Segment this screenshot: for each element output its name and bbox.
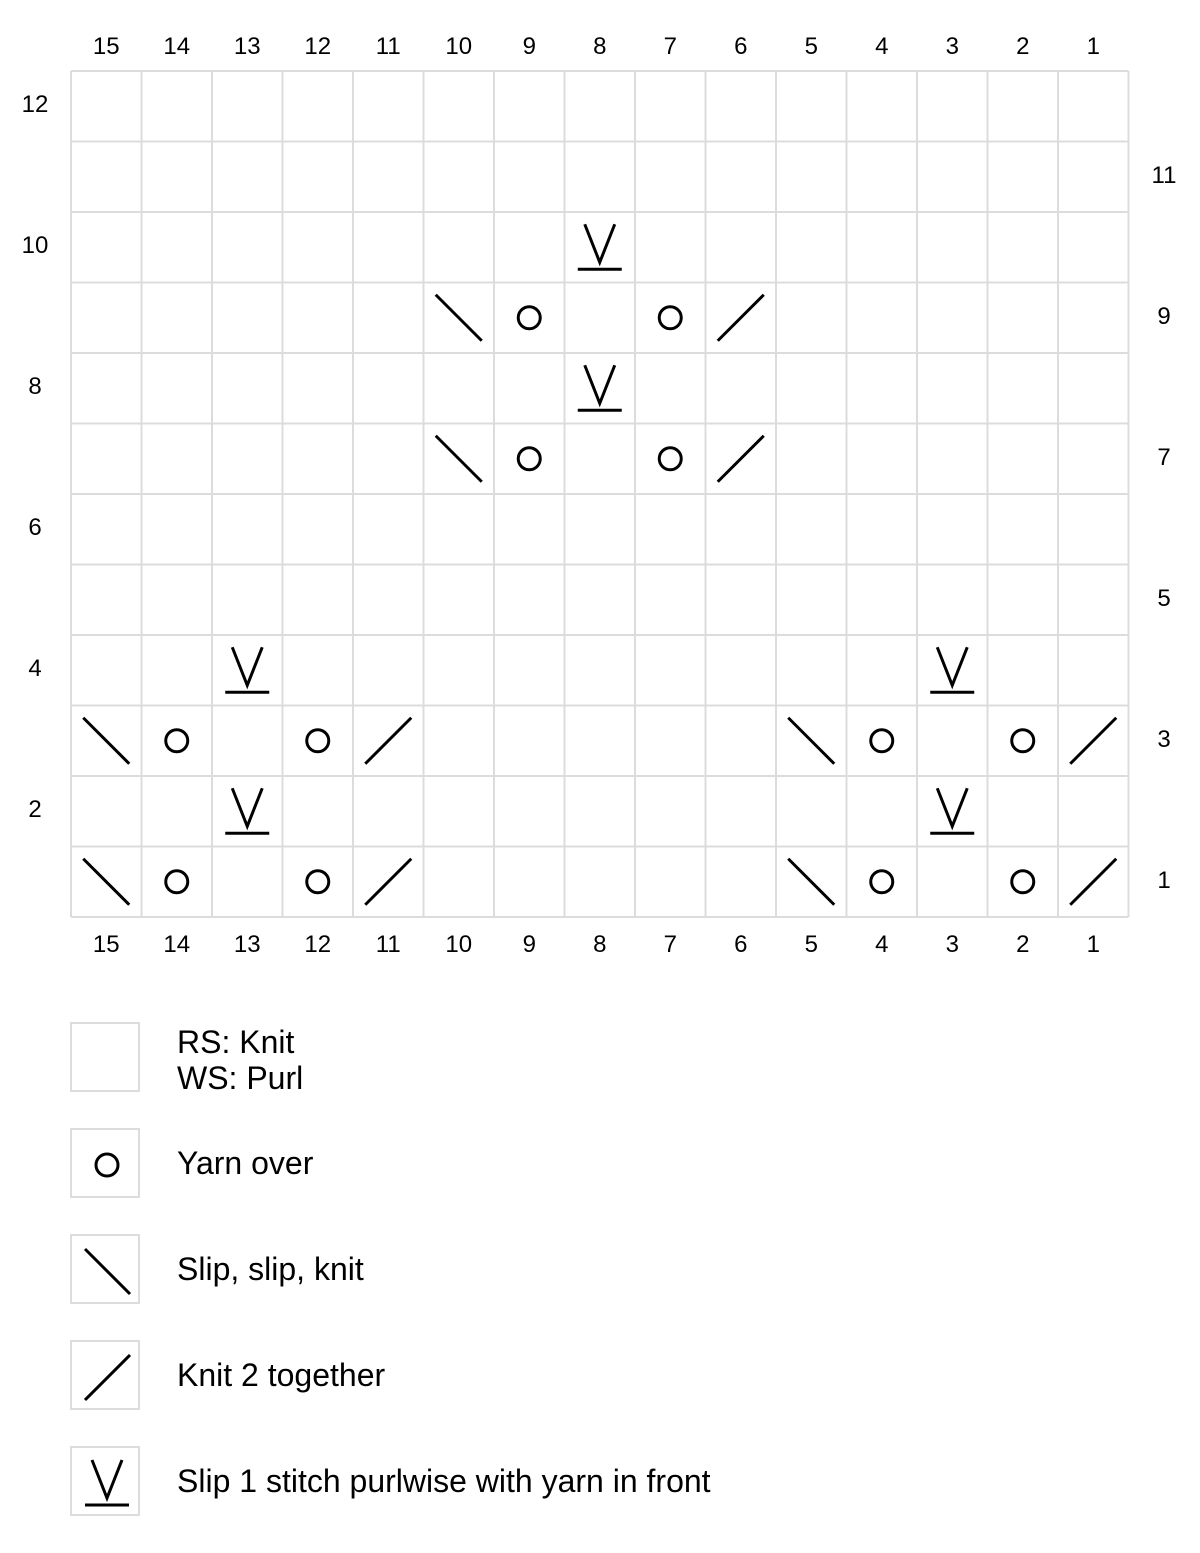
row-number-left: 10 xyxy=(21,232,49,260)
row-number-right: 1 xyxy=(1157,866,1171,894)
slip-wyif-icon xyxy=(930,647,974,692)
yarn-over-icon xyxy=(871,730,893,752)
row-number-left: 2 xyxy=(28,796,42,824)
column-number-top: 4 xyxy=(875,33,889,60)
slip-wyif-icon xyxy=(225,647,269,692)
column-number-top: 2 xyxy=(1016,33,1030,60)
column-number-top: 14 xyxy=(163,33,191,60)
legend-label-knit-ws: WS: Purl xyxy=(177,1060,304,1096)
ssk-icon xyxy=(83,859,129,905)
k2tog-icon xyxy=(1070,718,1116,764)
yarn-over-icon xyxy=(518,307,540,329)
column-number-bottom: 15 xyxy=(92,931,120,958)
row-number-right: 3 xyxy=(1157,725,1171,753)
column-number-top: 12 xyxy=(304,33,332,60)
legend-label-ssk: Slip, slip, knit xyxy=(177,1251,364,1287)
legend-label-yo: Yarn over xyxy=(177,1145,314,1181)
column-number-top: 3 xyxy=(945,33,959,60)
column-number-top: 13 xyxy=(233,33,261,60)
yarn-over-icon xyxy=(659,448,681,470)
slip-wyif-icon xyxy=(578,224,622,269)
row-number-right: 7 xyxy=(1157,443,1171,471)
ssk-icon xyxy=(436,295,482,341)
row-number-left: 6 xyxy=(28,514,42,542)
yarn-over-icon xyxy=(1012,871,1034,893)
column-number-top: 7 xyxy=(663,33,677,60)
ssk-icon xyxy=(83,718,129,764)
column-number-bottom: 5 xyxy=(804,931,818,958)
yarn-over-icon xyxy=(307,871,329,893)
column-number-top: 15 xyxy=(92,33,120,60)
column-number-bottom: 8 xyxy=(593,931,607,958)
yarn-over-icon xyxy=(166,730,188,752)
k2tog-icon xyxy=(365,859,411,905)
yarn-over-icon xyxy=(166,871,188,893)
column-number-top: 8 xyxy=(593,33,607,60)
ssk-icon xyxy=(788,718,834,764)
column-number-top: 11 xyxy=(375,33,401,60)
legend-label-knit xyxy=(177,1024,303,1096)
column-number-bottom: 3 xyxy=(945,931,959,958)
row-number-left: 4 xyxy=(28,655,42,683)
k2tog-icon xyxy=(70,1340,140,1410)
k2tog-icon xyxy=(365,718,411,764)
k2tog-icon xyxy=(718,436,764,482)
row-number-right: 11 xyxy=(1151,161,1177,189)
column-number-top: 5 xyxy=(804,33,818,60)
slip-wyif-icon xyxy=(70,1446,140,1516)
yarn-over-icon xyxy=(70,1128,140,1198)
column-number-bottom: 7 xyxy=(663,931,677,958)
knit-purl-icon xyxy=(70,1022,140,1092)
legend-label-k2tog: Knit 2 together xyxy=(177,1357,386,1393)
column-number-bottom: 13 xyxy=(233,931,261,958)
column-number-bottom: 2 xyxy=(1016,931,1030,958)
column-number-bottom: 4 xyxy=(875,931,889,958)
column-number-top: 6 xyxy=(734,33,748,60)
column-number-top: 10 xyxy=(445,33,473,60)
legend-label-slip: Slip 1 stitch purlwise with yarn in front xyxy=(177,1463,711,1499)
row-number-right: 5 xyxy=(1157,584,1171,612)
legend-label-knit-rs: RS: Knit xyxy=(177,1024,295,1060)
column-number-bottom: 12 xyxy=(304,931,332,958)
row-number-left: 12 xyxy=(21,91,49,119)
column-number-bottom: 9 xyxy=(522,931,536,958)
row-number-right: 9 xyxy=(1157,302,1171,330)
ssk-icon xyxy=(436,436,482,482)
yarn-over-icon xyxy=(871,871,893,893)
column-number-bottom: 1 xyxy=(1086,931,1100,958)
column-number-top: 9 xyxy=(522,33,536,60)
column-number-bottom: 6 xyxy=(734,931,748,958)
slip-wyif-icon xyxy=(578,365,622,410)
column-number-bottom: 11 xyxy=(375,931,401,958)
yarn-over-icon xyxy=(518,448,540,470)
column-number-top: 1 xyxy=(1086,33,1100,60)
yarn-over-icon xyxy=(307,730,329,752)
column-number-bottom: 10 xyxy=(445,931,473,958)
slip-wyif-icon xyxy=(930,788,974,833)
yarn-over-icon xyxy=(1012,730,1034,752)
column-number-bottom: 14 xyxy=(163,931,191,958)
k2tog-icon xyxy=(1070,859,1116,905)
ssk-icon xyxy=(70,1234,140,1304)
yarn-over-icon xyxy=(659,307,681,329)
k2tog-icon xyxy=(718,295,764,341)
slip-wyif-icon xyxy=(225,788,269,833)
ssk-icon xyxy=(788,859,834,905)
row-number-left: 8 xyxy=(28,373,42,401)
